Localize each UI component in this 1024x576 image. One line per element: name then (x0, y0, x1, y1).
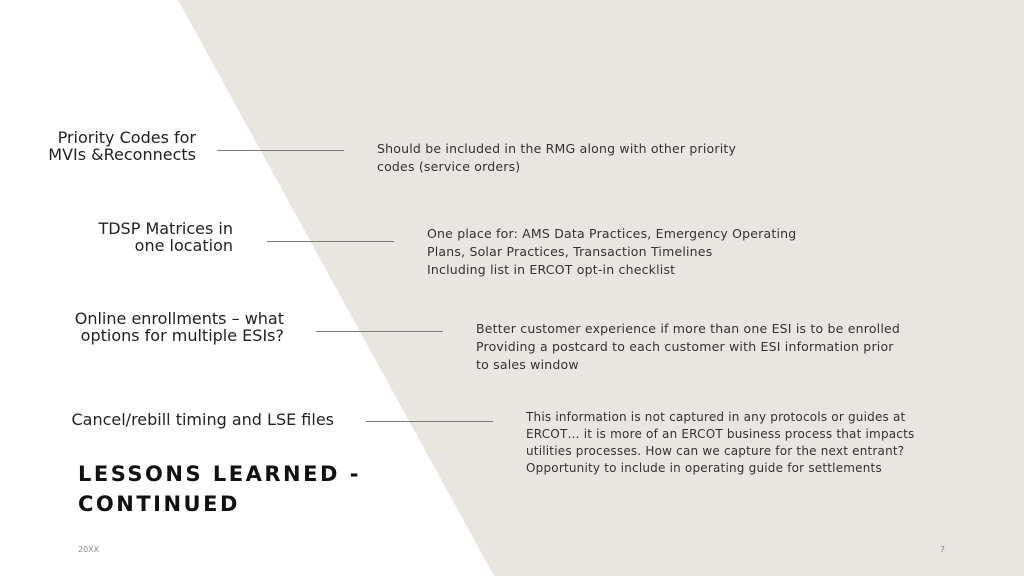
item-label-online-enrollments: Online enrollments – what options for multiple ESIs? (74, 309, 284, 345)
item-description-tdsp-matrices: One place for: AMS Data Practices, Emergency Operating Plans, Solar Practices, Transaction Timelines Including list in ERCOT opt-in checklist (427, 226, 797, 277)
slide-title: LESSONS LEARNED - CONTINUED (78, 462, 361, 516)
page-number: 7 (940, 545, 946, 554)
connector-line-1 (217, 150, 344, 151)
item-label-tdsp-matrices: TDSP Matrices in one location (98, 219, 233, 255)
item-description-priority-codes: Should be included in the RMG along with other priority codes (service orders) (377, 141, 737, 174)
item-label-priority-codes: Priority Codes for MVIs &Reconnects (48, 128, 196, 164)
item-label-cancel-rebill: Cancel/rebill timing and LSE files (71, 410, 334, 429)
item-description-cancel-rebill: This information is not captured in any protocols or guides at ERCOT… it is more of an ERCOT business process that impacts utilities processes. How can we capture for the next entrant? Opportunity to include in operating guide for settlements (526, 410, 915, 475)
item-description-online-enrollments: Better customer experience if more than one ESI is to be enrolled Providing a postcard to each customer with ESI information prior to sales window (476, 321, 901, 372)
footer-date: 20XX (78, 545, 100, 554)
connector-line-3 (316, 331, 443, 332)
connector-line-2 (267, 241, 394, 242)
connector-line-4 (366, 421, 493, 422)
